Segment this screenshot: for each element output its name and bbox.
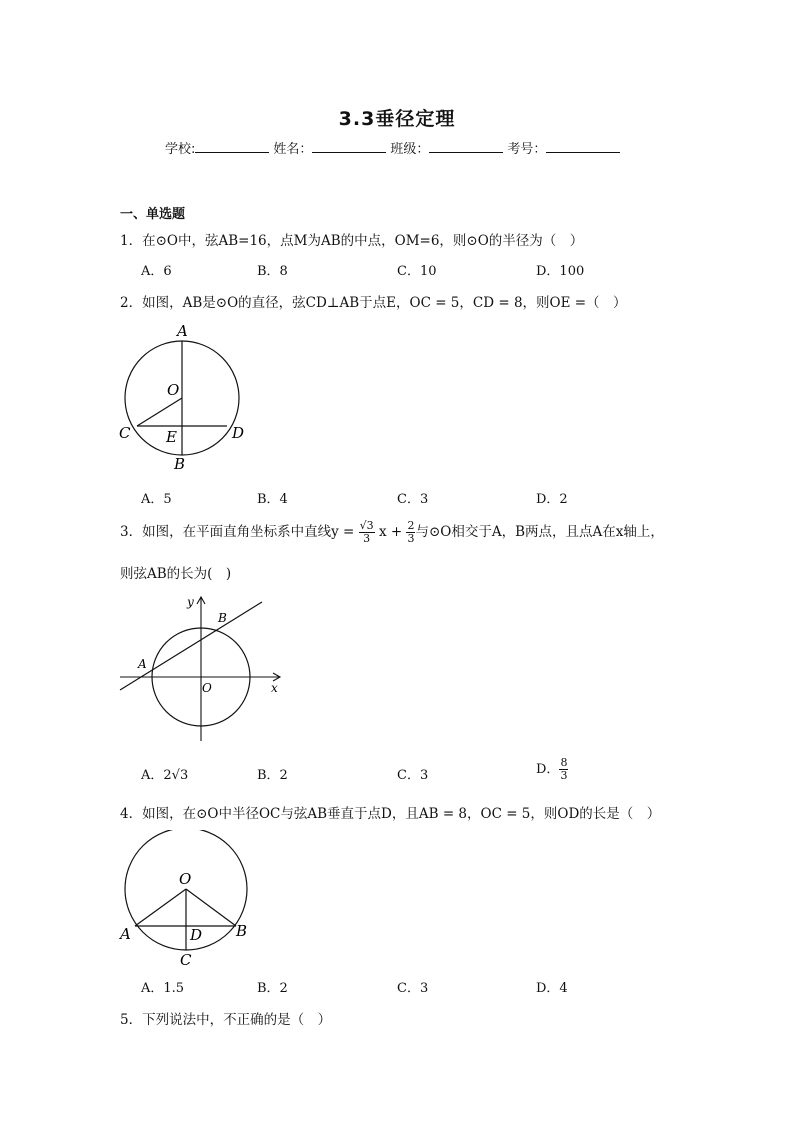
q4-circle-figure: [115, 830, 265, 970]
question-4: [120, 802, 660, 822]
question-number: 1．: [120, 233, 143, 249]
question-number: 5．: [120, 1012, 143, 1028]
question-3: [120, 519, 664, 545]
q3-coordinate-figure: [115, 593, 290, 745]
label-d: D: [190, 926, 203, 944]
q3-option-d[interactable]: D． $\frac{8}{3}$: [536, 756, 568, 782]
school-label: 学校:: [165, 142, 196, 157]
question-number: 3．: [120, 524, 143, 540]
class-blank[interactable]: [429, 140, 503, 153]
question-text-mid: x +: [378, 524, 403, 540]
question-text-start: 如图，在平面直角坐标系中直线y =: [142, 524, 355, 540]
q4-option-c[interactable]: C．3: [397, 981, 429, 996]
q2-option-a[interactable]: A．5: [141, 492, 172, 507]
label-a: A: [120, 925, 131, 943]
label-x: x: [271, 681, 278, 695]
exam-no-label: 考号：: [507, 142, 547, 157]
q3-option-c[interactable]: C．3: [397, 768, 429, 783]
question-number: 4．: [120, 806, 143, 822]
q1-option-b[interactable]: B．8: [257, 264, 288, 279]
q2-option-d[interactable]: D．2: [536, 492, 568, 507]
student-info-row: [165, 138, 624, 157]
class-label: 班级：: [390, 142, 430, 157]
fraction-slope: $\frac{√3}{3}$: [359, 519, 374, 545]
q1-option-c[interactable]: C．10: [397, 264, 437, 279]
question-1: [120, 229, 583, 249]
page-title: 3.3垂径定理: [338, 108, 456, 130]
segment-ob: [186, 889, 236, 926]
q1-option-a[interactable]: A．6: [141, 264, 172, 279]
q2-circle-figure: [115, 318, 265, 476]
label-y: y: [187, 595, 194, 609]
q4-option-b[interactable]: B．2: [257, 981, 288, 996]
segment-oa: [135, 889, 186, 926]
label-b: B: [236, 922, 248, 940]
q2-option-c[interactable]: C．3: [397, 492, 429, 507]
question-number: 2．: [120, 295, 143, 311]
q4-option-a[interactable]: A．1.5: [141, 981, 185, 996]
question-text: 下列说法中，不正确的是（ ）: [142, 1012, 332, 1028]
fraction-intercept: $\frac{2}{3}$: [407, 519, 415, 545]
label-o: O: [202, 681, 212, 695]
label-b: B: [218, 611, 227, 625]
name-blank[interactable]: [312, 140, 386, 153]
label-a: A: [177, 322, 188, 340]
name-label: 姓名：: [273, 142, 313, 157]
radius-oc: [137, 398, 182, 426]
q4-option-d[interactable]: D．4: [536, 981, 568, 996]
q3-option-b[interactable]: B．2: [257, 768, 288, 783]
label-e: E: [166, 428, 177, 446]
q2-option-b[interactable]: B．4: [257, 492, 288, 507]
label-o: O: [167, 381, 180, 399]
label-c: C: [119, 424, 131, 442]
question-3-line2: 则弦AB的长为( ): [120, 566, 232, 582]
question-2: [120, 291, 627, 311]
fraction-eight-thirds: $\frac{8}{3}$: [560, 756, 568, 782]
question-text: 如图，在⊙O中半径OC与弦AB垂直于点D，且AB = 8，OC = 5，则OD的长是（ ）: [142, 806, 661, 822]
label-b: B: [174, 455, 186, 473]
section-heading: 一、单选题: [120, 207, 186, 222]
question-5: [120, 1008, 331, 1028]
label-d: D: [232, 424, 245, 442]
question-text: 如图，AB是⊙O的直径，弦CD⊥AB于点E，OC = 5，CD = 8，则OE =（ ）: [142, 295, 627, 311]
school-blank[interactable]: [195, 140, 269, 153]
label-o: O: [179, 870, 192, 888]
exam-no-blank[interactable]: [546, 140, 620, 153]
label-c: C: [180, 951, 192, 969]
label-a: A: [138, 657, 147, 671]
q3-option-a[interactable]: A．2√3: [141, 768, 189, 783]
q1-option-d[interactable]: D．100: [536, 264, 585, 279]
question-text-end: 与⊙O相交于A，B两点，且点A在x轴上，: [415, 524, 664, 540]
question-text: 在⊙O中，弦AB=16，点M为AB的中点，OM=6，则⊙O的半径为（ ）: [142, 233, 584, 249]
